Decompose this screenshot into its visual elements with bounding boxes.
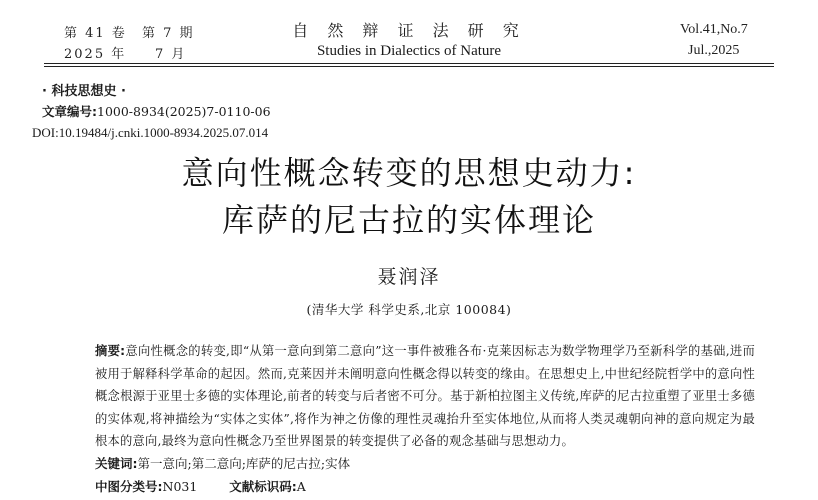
title-line-1: 意向性概念转变的思想史动力: — [181, 154, 637, 192]
month-label: 7 月 — [155, 47, 187, 62]
keywords-value: 第一意向;第二意向;库萨的尼古拉;实体 — [137, 456, 351, 471]
author-name: 聂润泽 — [377, 266, 441, 288]
date-en: Jul.,2025 — [688, 43, 740, 58]
year-label: 2025 年 — [64, 47, 127, 62]
title-line-2: 库萨的尼古拉的实体理论 — [221, 201, 596, 239]
author-affiliation: (清华大学 科学史系,北京 100084) — [306, 302, 512, 317]
keywords-label: 关键词: — [95, 456, 138, 471]
section-label: · 科技思想史 · — [42, 84, 126, 99]
document-code-label: 文献标识码: — [229, 479, 297, 494]
abstract-label: 摘要: — [95, 344, 126, 358]
abstract — [95, 340, 755, 453]
issue-label: 第 7 期 — [142, 26, 195, 41]
document-code-value: A — [296, 479, 306, 494]
classification — [95, 477, 306, 495]
abstract-text: 意向性概念的转变,即“从第一意向到第二意向”这一事件被雅各布·克莱因标志为数学物理学乃至新科学的基础,进而被用于解释科学革命的起因。然而,克莱因并未阐明意向性概念得以转变的缘由。在思想史上,中世纪经院哲学中的意向性概念根源于亚里士多德的实体理论,前者的转变与后者密不可分。基于新柏拉图主义传统,库萨的尼古拉重塑了亚里士多德的实体观,将神描绘为“实体之实体”,将作为神之仿像的理性灵魂抬升至实体地位,从而将人类灵魂朝向神的意向规定为最根本的意向,最终为意向性概念乃至世界图景的转变提供了必备的观念基础与思想动力。 — [95, 344, 755, 448]
article-number — [42, 102, 271, 120]
article-number-value: 1000-8934(2025)7-0110-06 — [97, 104, 271, 119]
volume-en: Vol.41,No.7 — [680, 22, 748, 37]
keywords — [95, 454, 350, 472]
journal-name-cn: 自 然 辩 证 法 研 究 — [292, 21, 526, 40]
header-rule-bottom — [44, 66, 774, 67]
doi: DOI:10.19484/j.cnki.1000-8934.2025.07.014 — [32, 125, 269, 140]
header-rule-top — [44, 63, 774, 64]
classification-label: 中图分类号: — [95, 479, 163, 494]
classification-value: N031 — [162, 479, 198, 494]
article-number-label: 文章编号: — [42, 104, 97, 119]
volume-label: 第 41 卷 — [64, 26, 127, 41]
journal-name-en: Studies in Dialectics of Nature — [316, 43, 502, 59]
